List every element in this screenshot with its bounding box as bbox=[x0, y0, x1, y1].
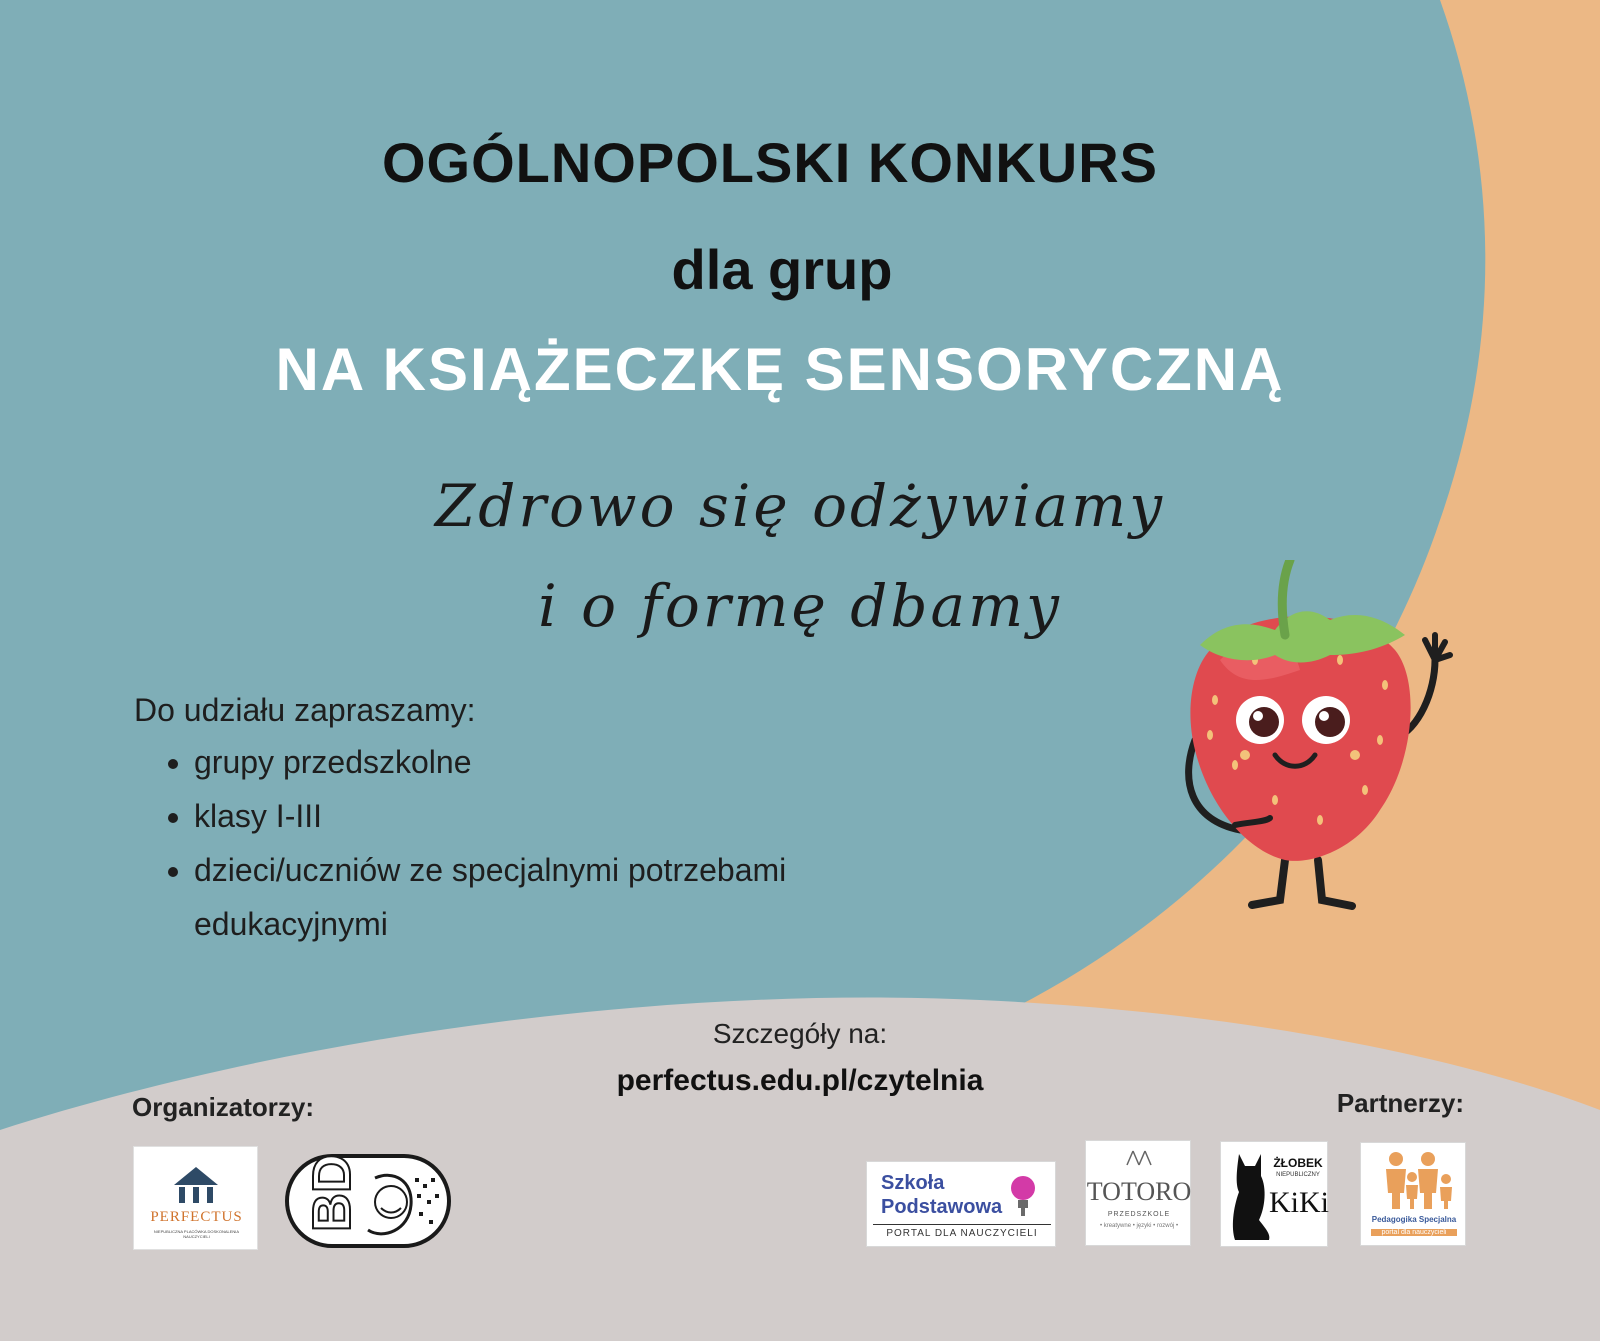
motto-line-2: i o formę dbamy bbox=[538, 572, 1062, 640]
list-item: • grupy przedszkolne bbox=[194, 735, 814, 789]
totoro-tagline: PRZEDSZKOLE bbox=[1107, 1211, 1171, 1218]
list-item: • dzieci/uczniów ze specjalnymi potrzebami edukacyjnymi bbox=[194, 843, 814, 951]
cat-icon bbox=[1225, 1148, 1275, 1244]
szkola-podstawowa-logo[interactable] bbox=[866, 1161, 1056, 1247]
motto-line-1: Zdrowo się odżywiamy bbox=[434, 472, 1166, 540]
list-item: • klasy I-III bbox=[194, 789, 814, 843]
perfectus-name: PERFECTUS bbox=[150, 1209, 243, 1225]
zlobek-line1: ŻŁOBEK bbox=[1273, 1156, 1323, 1170]
pedagogika-tagline: portal dla nauczycieli bbox=[1371, 1229, 1457, 1236]
details-label: Szczegóły na: bbox=[712, 1018, 888, 1049]
szkola-line2: Podstawowa bbox=[881, 1196, 1003, 1218]
organizers-label: Organizatorzy: bbox=[132, 1092, 315, 1122]
details-url[interactable]: perfectus.edu.pl/czytelnia bbox=[616, 1064, 984, 1097]
invite-list bbox=[150, 735, 814, 951]
szkola-tagline: PORTAL DLA NAUCZYCIELI bbox=[886, 1228, 1038, 1239]
perfectus-logo[interactable] bbox=[133, 1146, 258, 1250]
invite-heading: Do udziału zapraszamy: bbox=[134, 692, 476, 728]
zlobek-line2: NIEPUBLICZNY bbox=[1276, 1172, 1320, 1178]
lightbulb-icon bbox=[1003, 1170, 1043, 1220]
zlobek-name: KiKi bbox=[1269, 1186, 1329, 1219]
szkola-line1: Szkoła bbox=[881, 1172, 945, 1194]
rabbit-icon bbox=[1119, 1147, 1159, 1167]
family-icon bbox=[1374, 1149, 1454, 1211]
title-line-3: NA KSIĄŻECZKĘ SENSORYCZNĄ bbox=[275, 336, 1285, 403]
totoro-subtagline: • kreatywne • języki • rozwój • bbox=[1099, 1223, 1179, 1229]
totoro-name: TOTORO bbox=[1086, 1177, 1192, 1206]
title-line-2: dla grup bbox=[671, 238, 893, 301]
bd-logo[interactable] bbox=[283, 1150, 453, 1252]
perfectus-subtitle: NIEPUBLICZNA PLACÓWKA DOSKONALENIA NAUCZYCIELI bbox=[153, 1229, 240, 1239]
partners-label: Partnerzy: bbox=[1336, 1088, 1464, 1118]
title-line-1: OGÓLNOPOLSKI KONKURS bbox=[381, 131, 1159, 194]
divider bbox=[873, 1224, 1051, 1225]
building-icon bbox=[134, 1155, 259, 1215]
zlobek-kiki-logo[interactable] bbox=[1220, 1141, 1328, 1247]
totoro-logo[interactable] bbox=[1085, 1140, 1191, 1246]
strawberry-mascot-icon bbox=[1180, 560, 1490, 940]
pedagogika-logo[interactable] bbox=[1360, 1142, 1466, 1246]
pedagogika-name: Pedagogika Specjalna bbox=[1371, 1215, 1457, 1224]
bd-text: BD bbox=[302, 1154, 362, 1232]
